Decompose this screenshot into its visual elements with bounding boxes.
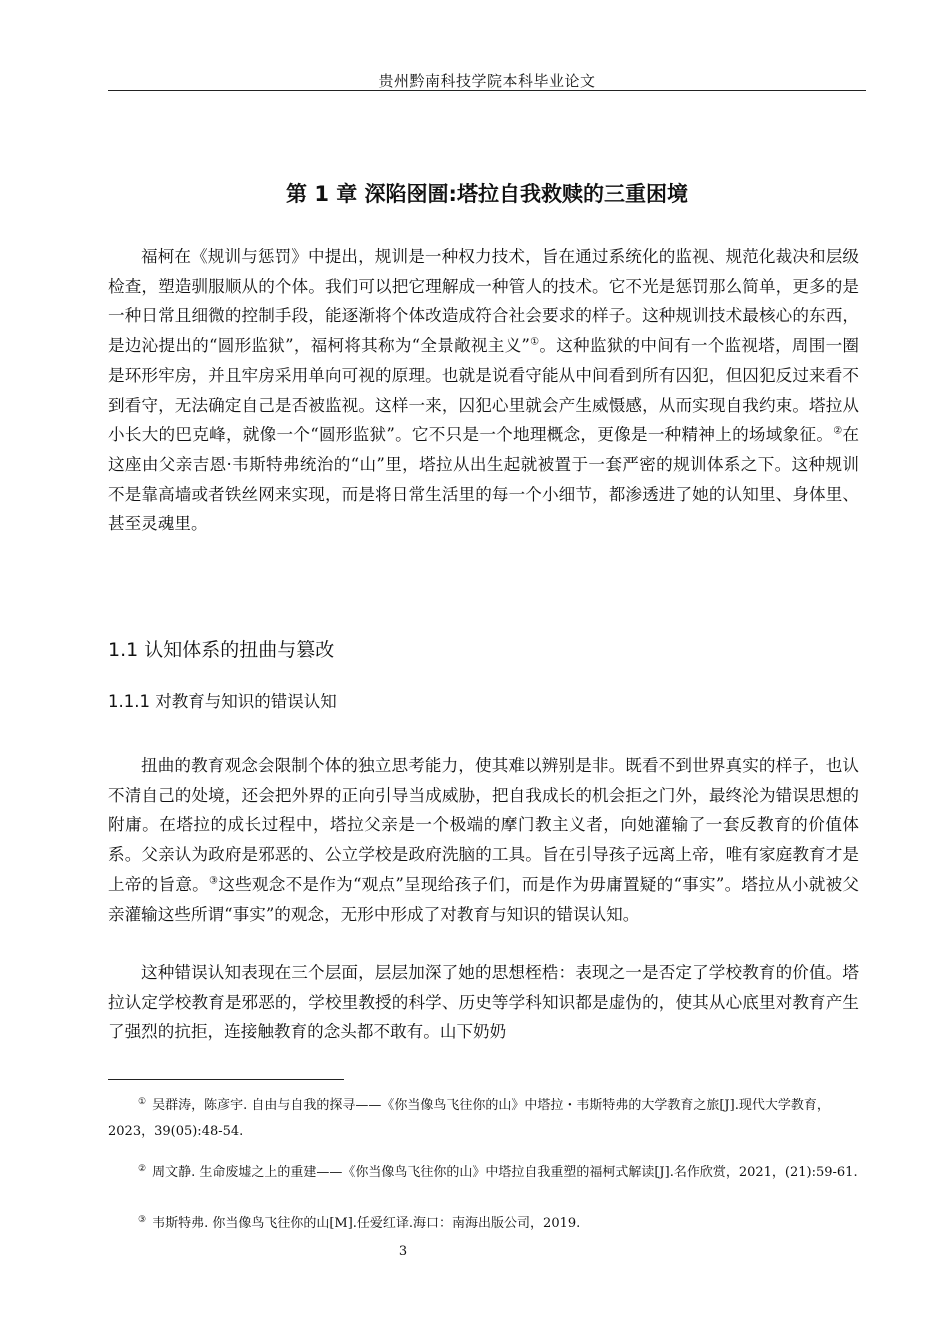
footnote-ref-1[interactable]: ①: [529, 336, 540, 348]
body-paragraph-3: [108, 958, 859, 1047]
page-number: 3: [398, 1244, 408, 1259]
chapter-title: 第 1 章 深陷囹圄:塔拉自我救赎的三重困境: [286, 182, 688, 206]
footnote-3: [108, 1211, 859, 1237]
footnote-mark: ①: [138, 1096, 147, 1107]
footnote-ref-3[interactable]: ③: [209, 875, 219, 887]
paragraph-text: 这些观念不是作为“观点”呈现给孩子们，而是作为毋庸置疑的“事实”。塔拉从小就被父亲灌输这些所谓“事实”的观念，无形中形成了对教育与知识的错误认知。: [108, 874, 860, 924]
footnote-text: 韦斯特弗. 你当像鸟飞往你的山[M].任爱红译.海口：南海出版公司，2019.: [152, 1216, 581, 1231]
paragraph-text: 在这座由父亲吉恩·韦斯特弗统治的“山”里，塔拉从出生起就被置于一套严密的规训体系之下。这种规训不是靠高墙或者铁丝网来实现，而是将日常生活里的每一个小细节，都渗透进了她的认知里、身体里、甚至灵魂里。: [108, 425, 860, 534]
paragraph-text: 扭曲的教育观念会限制个体的独立思考能力，使其难以辨别是非。既看不到世界真实的样子，也认不清自己的处境，还会把外界的正向引导当成威胁，把自我成长的机会拒之门外，最终沦为错误思想的附庸。在塔拉的成长过程中，塔拉父亲是一个极端的摩门教主义者，向她灌输了一套反教育的价值体系。父亲认为政府是邪恶的、公立学校是政府洗脑的工具。旨在引导孩子远离上帝，唯有家庭教育才是上帝的旨意。: [108, 756, 859, 894]
footnote-1: [108, 1093, 859, 1145]
footnote-ref-2[interactable]: ②: [833, 425, 843, 437]
header-rule: [108, 90, 866, 91]
paragraph-text: 这种错误认知表现在三个层面，层层加深了她的思想桎梏：表现之一是否定了学校教育的价值。塔拉认定学校教育是邪恶的，学校里教授的科学、历史等学科知识都是虚伪的，使其从心底里对教育产生了强烈的抗拒，连接触教育的念头都不敢有。山下奶奶: [108, 963, 859, 1042]
footnote-text: 吴群涛，陈彦宇. 自由与自我的探寻——《你当像鸟飞往你的山》中塔拉・韦斯特弗的大学教育之旅[J].现代大学教育，2023，39(05):48-54.: [108, 1098, 830, 1139]
running-header: 贵州黔南科技学院本科毕业论文: [378, 72, 596, 90]
footnote-mark: ②: [138, 1163, 147, 1174]
body-paragraph-1: [108, 242, 859, 539]
footnote-2: [108, 1160, 859, 1186]
footnote-mark: ③: [138, 1214, 147, 1225]
footnote-separator: [108, 1079, 344, 1080]
paragraph-text: 福柯在《规训与惩罚》中提出，规训是一种权力技术，旨在通过系统化的监视、规范化裁决和层级检查，塑造驯服顺从的个体。我们可以把它理解成一种管人的技术。它不光是惩罚那么简单，更多的是一种日常且细微的控制手段，能逐渐将个体改造成符合社会要求的样子。这种规训技术最核心的东西，是边沁提出的“圆形监狱”，福柯将其称为“全景敞视主义”: [108, 247, 859, 356]
section-heading: 1.1 认知体系的扭曲与篡改: [108, 639, 335, 661]
footnote-text: 周文静. 生命废墟之上的重建——《你当像鸟飞往你的山》中塔拉自我重塑的福柯式解读[J].名作欣赏，2021，(21):59-61.: [152, 1165, 858, 1180]
paragraph-text: 。这种监狱的中间有一个监视塔，周围一圈是环形牢房，并且牢房采用单向可视的原理。也就是说看守能从中间看到所有囚犯，但囚犯反过来看不到看守，无法确定自己是否被监视。这样一来，囚犯心里就会产生威慑感，从而实现自我约束。塔拉从小长大的巴克峰，就像一个“圆形监狱”。它不只是一个地理概念，更像是一种精神上的场域象征。: [108, 336, 860, 445]
subsection-heading: 1.1.1 对教育与知识的错误认知: [108, 692, 337, 711]
body-paragraph-2: [108, 751, 859, 929]
